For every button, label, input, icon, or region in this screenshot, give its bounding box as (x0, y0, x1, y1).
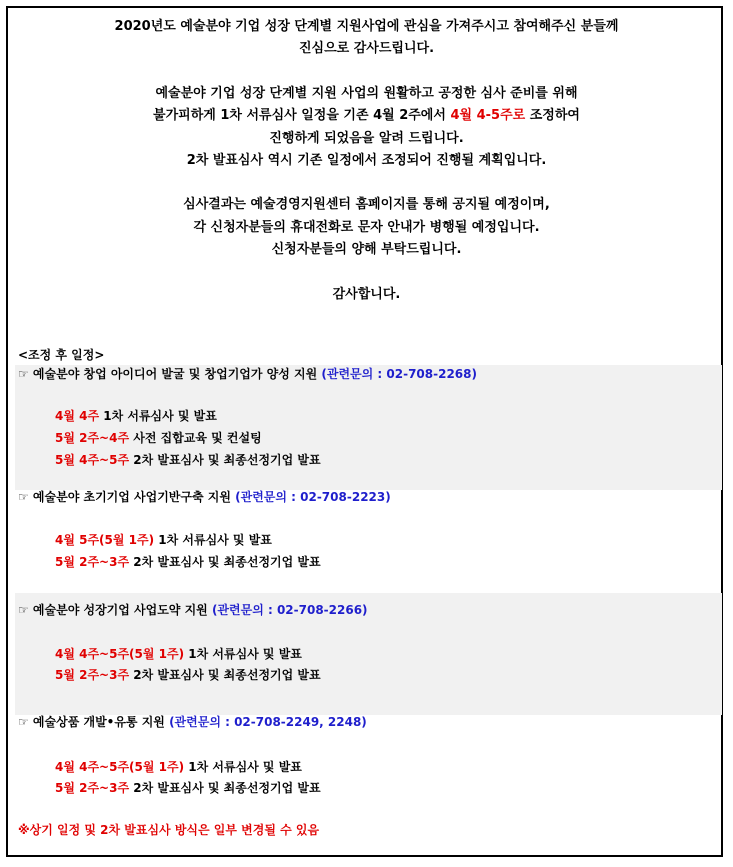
schedule-text: 2차 발표심사 및 최종선정기업 발표 (129, 555, 321, 569)
schedule-item (55, 666, 321, 684)
section-title (18, 365, 477, 383)
contact-info: (관련문의 : 02-708-2266) (211, 603, 368, 617)
section-title (18, 713, 367, 731)
schedule-date: 5월 4주~5주 (55, 453, 130, 467)
schedule-date: 4월 4주 (55, 409, 100, 423)
intro-message (8, 16, 725, 306)
intro-line-7: 심사결과는 예술경영지원센터 홈페이지를 통해 공지될 예정이며, (183, 197, 550, 213)
schedule-text: 1차 서류심사 및 발표 (154, 533, 272, 547)
section-title-text: ☞ 예술분야 성장기업 사업도약 지원 (18, 603, 212, 617)
contact-info: (관련문의 : 02-708-2249, 2248) (169, 715, 367, 729)
schedule-item (55, 407, 217, 425)
schedule-item (55, 645, 302, 663)
intro-line-5: 진행하게 되었음을 알려 드립니다. (269, 130, 464, 146)
schedule-text: 2차 발표심사 및 최종선정기업 발표 (129, 453, 321, 467)
section-title (18, 488, 391, 506)
intro-highlight: 4월 4-5주로 (450, 108, 526, 124)
section-title-text: ☞ 예술분야 창업 아이디어 발굴 및 창업기업가 양성 지원 (18, 367, 322, 381)
section-title-text: ☞ 예술분야 초기기업 사업기반구축 지원 (18, 490, 236, 504)
schedule-date: 5월 2주~3주 (55, 668, 130, 682)
schedule-text: 2차 발표심사 및 최종선정기업 발표 (129, 781, 321, 795)
schedule-date: 4월 4주~5주(5월 1주) (55, 647, 185, 661)
contact-info: (관련문의 : 02-708-2223) (235, 490, 391, 504)
schedule-date: 5월 2주~3주 (55, 555, 130, 569)
intro-thanks: 감사합니다. (332, 286, 401, 302)
schedule-text: 1차 서류심사 및 발표 (184, 760, 302, 774)
intro-line-3: 예술분야 기업 성장 단계별 지원 사업의 원활하고 공정한 심사 준비를 위해 (155, 85, 578, 101)
intro-line-9: 신청자분들의 양해 부탁드립니다. (271, 242, 462, 258)
intro-line-8: 각 신청자분들의 휴대전화로 문자 안내가 병행될 예정입니다. (193, 219, 540, 235)
schedule-text: 1차 서류심사 및 발표 (99, 409, 217, 423)
intro-line-6: 2차 발표심사 역시 기존 일정에서 조정되어 진행될 계획입니다. (186, 153, 547, 169)
schedule-item (55, 758, 302, 776)
schedule-date: 5월 2주~4주 (55, 431, 130, 445)
section-title-text: ☞ 예술상품 개발•유통 지원 (18, 715, 170, 729)
section-title (18, 601, 368, 619)
section-growth-stage (15, 593, 722, 715)
intro-line-4-pre: 불가피하게 1차 서류심사 일정을 기존 4월 2주에서 (153, 108, 451, 124)
schedule-heading: <조정 후 일정> (18, 348, 105, 362)
schedule-date: 4월 4주~5주(5월 1주) (55, 760, 185, 774)
disclaimer-note: ※상기 일정 및 2차 발표심사 방식은 일부 변경될 수 있음 (18, 823, 320, 837)
schedule-date: 5월 2주~3주 (55, 781, 130, 795)
intro-line-2: 진심으로 감사드립니다. (298, 41, 435, 57)
section-startup-idea (15, 365, 722, 490)
schedule-item (55, 451, 321, 469)
intro-line-1: 2020년도 예술분야 기업 성장 단계별 지원사업에 관심을 가져주시고 참여해주신 분들께 (114, 19, 619, 34)
intro-line-4-post: 조정하여 (525, 108, 580, 124)
section-early-stage (15, 488, 722, 593)
schedule-item (55, 779, 321, 797)
schedule-text: 1차 서류심사 및 발표 (184, 647, 302, 661)
intro-line-4 (8, 105, 725, 127)
schedule-item (55, 553, 321, 571)
section-arts-products (15, 713, 722, 818)
schedule-text: 2차 발표심사 및 최종선정기업 발표 (129, 668, 321, 682)
contact-info: (관련문의 : 02-708-2268) (321, 367, 477, 381)
schedule-item (55, 429, 262, 447)
schedule-item (55, 531, 272, 549)
schedule-date: 4월 5주(5월 1주) (55, 533, 155, 547)
schedule-text: 사전 집합교육 및 컨설팅 (129, 431, 262, 445)
